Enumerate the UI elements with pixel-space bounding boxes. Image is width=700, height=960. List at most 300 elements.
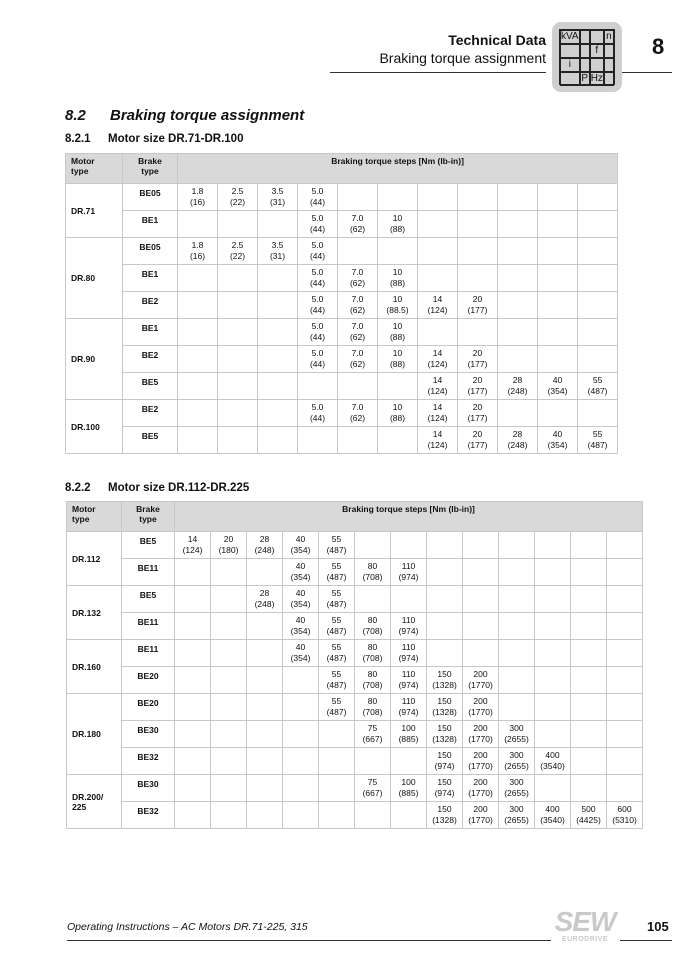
torque-lbin: (974)	[398, 706, 419, 717]
torque-value-cell	[538, 427, 578, 454]
icon-grid-cell	[560, 44, 580, 58]
torque-lbin: (88)	[389, 412, 406, 423]
icon-grid-cell	[604, 44, 614, 58]
torque-value-cell	[283, 586, 319, 613]
brake-type-cell: BE2	[123, 346, 178, 373]
torque-value-cell	[338, 292, 378, 319]
torque-lbin: (354)	[290, 571, 311, 582]
torque-value-cell	[283, 559, 319, 586]
torque-value-cell	[499, 694, 535, 721]
torque-value-cell	[319, 559, 355, 586]
motor-type-cell: DR.100	[66, 400, 123, 454]
torque-value-cell	[247, 613, 283, 640]
torque-nm: 5.0	[311, 240, 324, 250]
torque-value-cell	[211, 586, 247, 613]
torque-nm: 600	[617, 804, 632, 814]
icon-grid-cell: Hz	[590, 73, 603, 84]
icon-grid-cell	[604, 72, 614, 86]
torque-lbin: (1770)	[468, 733, 493, 744]
torque-value-cell	[378, 265, 418, 292]
torque-value-cell	[458, 319, 498, 346]
torque-nm: 40	[552, 429, 563, 439]
torque-value-cell	[578, 238, 618, 265]
table-row	[67, 640, 643, 667]
torque-value-cell	[571, 559, 607, 586]
torque-nm: 80	[367, 669, 378, 679]
torque-nm: 40	[295, 588, 306, 598]
torque-value-cell	[319, 640, 355, 667]
torque-value-cell	[338, 265, 378, 292]
torque-value-cell	[538, 292, 578, 319]
torque-lbin: (1328)	[432, 679, 457, 690]
chapter-number: 8	[652, 34, 665, 59]
torque-value-cell	[391, 775, 427, 802]
torque-nm: 28	[512, 375, 523, 385]
torque-lbin: (487)	[326, 544, 347, 555]
torque-lbin: (31)	[269, 196, 286, 207]
brake-type-cell: BE32	[122, 748, 175, 775]
table-row	[67, 559, 643, 586]
torque-value-cell	[355, 748, 391, 775]
torque-value-cell	[571, 694, 607, 721]
torque-value-cell	[218, 265, 258, 292]
torque-value-cell	[338, 238, 378, 265]
torque-nm: 5.0	[311, 267, 324, 277]
torque-value-cell	[298, 184, 338, 211]
torque-lbin: (885)	[398, 733, 419, 744]
torque-lbin: (177)	[467, 385, 488, 396]
torque-value-cell	[498, 211, 538, 238]
torque-value-cell	[211, 667, 247, 694]
torque-value-cell	[391, 802, 427, 829]
torque-value-cell	[258, 184, 298, 211]
torque-value-cell	[418, 211, 458, 238]
torque-value-cell	[463, 667, 499, 694]
torque-lbin: (248)	[507, 385, 528, 396]
torque-value-cell	[427, 613, 463, 640]
torque-value-cell	[338, 319, 378, 346]
torque-value-cell	[211, 613, 247, 640]
torque-value-cell	[218, 373, 258, 400]
table-row	[66, 211, 618, 238]
torque-value-cell	[378, 319, 418, 346]
torque-value-cell	[175, 586, 211, 613]
torque-value-cell	[178, 427, 218, 454]
brake-type-cell: BE11	[122, 559, 175, 586]
torque-value-cell	[607, 721, 643, 748]
torque-nm: 55	[331, 669, 342, 679]
torque-value-cell	[391, 613, 427, 640]
icon-grid-cell	[580, 58, 590, 72]
torque-lbin: (62)	[349, 412, 366, 423]
torque-value-cell	[458, 265, 498, 292]
torque-value-cell	[283, 667, 319, 694]
torque-lbin: (4425)	[576, 814, 601, 825]
torque-value-cell	[319, 667, 355, 694]
torque-nm: 150	[437, 696, 452, 706]
torque-value-cell	[391, 640, 427, 667]
torque-value-cell	[298, 265, 338, 292]
torque-value-cell	[571, 586, 607, 613]
torque-value-cell	[298, 427, 338, 454]
torque-value-cell	[283, 748, 319, 775]
torque-value-cell	[427, 667, 463, 694]
torque-value-cell	[391, 721, 427, 748]
icon-grid-cell	[604, 58, 614, 72]
torque-value-cell	[178, 292, 218, 319]
torque-value-cell	[175, 694, 211, 721]
torque-nm: 150	[437, 777, 452, 787]
torque-value-cell	[607, 559, 643, 586]
torque-value-cell	[607, 667, 643, 694]
torque-value-cell	[319, 775, 355, 802]
torque-nm: 40	[295, 534, 306, 544]
torque-value-cell	[218, 238, 258, 265]
torque-nm: 14	[432, 348, 443, 358]
torque-nm: 100	[401, 777, 416, 787]
table-row	[66, 184, 618, 211]
torque-value-cell	[338, 373, 378, 400]
torque-value-cell	[499, 613, 535, 640]
table-row	[66, 238, 618, 265]
torque-lbin: (974)	[398, 625, 419, 636]
torque-lbin: (3540)	[540, 760, 565, 771]
torque-value-cell	[178, 346, 218, 373]
torque-value-cell	[571, 532, 607, 559]
torque-value-cell	[355, 559, 391, 586]
torque-value-cell	[427, 694, 463, 721]
icon-grid-cell	[580, 44, 590, 58]
torque-value-cell	[391, 559, 427, 586]
torque-value-cell	[218, 400, 258, 427]
torque-value-cell	[378, 427, 418, 454]
torque-value-cell	[319, 802, 355, 829]
torque-value-cell	[258, 400, 298, 427]
torque-lbin: (487)	[326, 679, 347, 690]
torque-nm: 75	[367, 723, 378, 733]
torque-lbin: (708)	[362, 679, 383, 690]
torque-nm: 10	[392, 294, 403, 304]
torque-lbin: (44)	[309, 196, 326, 207]
torque-lbin: (62)	[349, 277, 366, 288]
torque-nm: 5.0	[311, 294, 324, 304]
torque-value-cell	[418, 265, 458, 292]
icon-grid-cell: n	[604, 30, 614, 44]
torque-value-cell	[458, 346, 498, 373]
torque-nm: 3.5	[271, 240, 284, 250]
torque-value-cell	[258, 211, 298, 238]
torque-value-cell	[498, 427, 538, 454]
torque-lbin: (2655)	[504, 733, 529, 744]
torque-value-cell	[607, 748, 643, 775]
torque-value-cell	[218, 427, 258, 454]
torque-value-cell	[391, 586, 427, 613]
torque-value-cell	[391, 748, 427, 775]
torque-value-cell	[378, 400, 418, 427]
subsection-title: Motor size DR.71-DR.100	[108, 133, 244, 145]
units-grid-icon	[559, 29, 615, 85]
torque-nm: 10	[392, 267, 403, 277]
torque-nm: 5.0	[311, 348, 324, 358]
torque-nm: 80	[367, 696, 378, 706]
torque-lbin: (354)	[547, 439, 568, 450]
table-row	[66, 265, 618, 292]
torque-value-cell	[535, 721, 571, 748]
table-row	[66, 319, 618, 346]
torque-lbin: (487)	[587, 385, 608, 396]
torque-lbin: (487)	[326, 598, 347, 609]
icon-grid-cell: P	[581, 73, 588, 84]
torque-value-cell	[538, 319, 578, 346]
torque-nm: 200	[473, 777, 488, 787]
torque-value-cell	[499, 802, 535, 829]
torque-value-cell	[463, 721, 499, 748]
torque-value-cell	[178, 211, 218, 238]
torque-nm: 40	[295, 615, 306, 625]
table-row	[67, 667, 643, 694]
torque-lbin: (44)	[309, 412, 326, 423]
torque-lbin: (44)	[309, 358, 326, 369]
torque-value-cell	[175, 559, 211, 586]
brake-type-cell: BE20	[122, 694, 175, 721]
torque-value-cell	[319, 694, 355, 721]
torque-lbin: (88.5)	[386, 304, 409, 315]
torque-nm: 7.0	[351, 321, 364, 331]
braking-torque-table-dr112-dr225	[66, 501, 643, 829]
table-row	[66, 400, 618, 427]
header-title: Technical Data	[448, 32, 546, 48]
brake-type-cell: BE30	[122, 721, 175, 748]
torque-lbin: (5310)	[612, 814, 637, 825]
brake-type-cell: BE5	[122, 532, 175, 559]
torque-value-cell	[247, 748, 283, 775]
torque-value-cell	[538, 238, 578, 265]
torque-value-cell	[175, 640, 211, 667]
motor-type-cell: DR.160	[67, 640, 122, 694]
torque-nm: 7.0	[351, 213, 364, 223]
torque-value-cell	[463, 640, 499, 667]
torque-nm: 150	[437, 723, 452, 733]
torque-value-cell	[535, 802, 571, 829]
torque-nm: 55	[331, 561, 342, 571]
icon-grid-cell	[560, 72, 580, 86]
braking-torque-table-dr71-dr100	[65, 153, 618, 454]
torque-value-cell	[175, 667, 211, 694]
torque-value-cell	[178, 238, 218, 265]
torque-value-cell	[427, 640, 463, 667]
torque-value-cell	[571, 721, 607, 748]
brake-type-cell: BE11	[122, 640, 175, 667]
torque-nm: 150	[437, 750, 452, 760]
torque-value-cell	[258, 346, 298, 373]
torque-lbin: (708)	[362, 652, 383, 663]
torque-value-cell	[211, 721, 247, 748]
torque-value-cell	[319, 532, 355, 559]
torque-value-cell	[463, 748, 499, 775]
torque-nm: 55	[592, 375, 603, 385]
torque-value-cell	[578, 319, 618, 346]
torque-value-cell	[175, 613, 211, 640]
torque-value-cell	[298, 400, 338, 427]
torque-lbin: (1328)	[432, 706, 457, 717]
table-row	[67, 586, 643, 613]
torque-value-cell	[338, 184, 378, 211]
table-row	[67, 802, 643, 829]
torque-nm: 1.8	[191, 240, 204, 250]
brake-type-cell: BE1	[123, 265, 178, 292]
torque-nm: 55	[331, 696, 342, 706]
table-row	[67, 694, 643, 721]
torque-nm: 5.0	[311, 402, 324, 412]
torque-lbin: (2655)	[504, 787, 529, 798]
torque-value-cell	[418, 319, 458, 346]
torque-nm: 500	[581, 804, 596, 814]
section-number: 8.2	[65, 107, 86, 124]
torque-nm: 110	[401, 696, 416, 706]
torque-value-cell	[535, 640, 571, 667]
torque-lbin: (124)	[427, 304, 448, 315]
torque-value-cell	[578, 346, 618, 373]
torque-lbin: (2655)	[504, 760, 529, 771]
torque-lbin: (708)	[362, 625, 383, 636]
torque-value-cell	[607, 586, 643, 613]
torque-lbin: (974)	[398, 679, 419, 690]
torque-nm: 150	[437, 669, 452, 679]
motor-type-cell: DR.200/ 225	[67, 775, 122, 829]
torque-nm: 110	[401, 615, 416, 625]
torque-value-cell	[355, 586, 391, 613]
torque-nm: 55	[331, 615, 342, 625]
torque-value-cell	[355, 613, 391, 640]
column-header-torque-steps: Braking torque steps [Nm (lb-in)]	[175, 502, 643, 532]
torque-value-cell	[427, 748, 463, 775]
torque-value-cell	[463, 802, 499, 829]
motor-type-cell: DR.90	[66, 319, 123, 400]
logo-main-text: SEW	[554, 906, 616, 937]
torque-value-cell	[218, 184, 258, 211]
torque-value-cell	[378, 238, 418, 265]
icon-grid-cell	[580, 30, 590, 44]
torque-value-cell	[247, 586, 283, 613]
torque-nm: 200	[473, 723, 488, 733]
torque-value-cell	[463, 613, 499, 640]
torque-value-cell	[427, 721, 463, 748]
brake-type-cell: BE30	[122, 775, 175, 802]
torque-lbin: (124)	[427, 439, 448, 450]
torque-lbin: (708)	[362, 706, 383, 717]
torque-value-cell	[538, 400, 578, 427]
torque-nm: 200	[473, 804, 488, 814]
torque-value-cell	[258, 265, 298, 292]
torque-value-cell	[498, 265, 538, 292]
brake-type-cell: BE2	[123, 400, 178, 427]
torque-nm: 7.0	[351, 348, 364, 358]
footer-rule	[67, 940, 551, 941]
torque-value-cell	[538, 184, 578, 211]
torque-value-cell	[247, 532, 283, 559]
table-row	[66, 373, 618, 400]
torque-nm: 1.8	[191, 186, 204, 196]
brake-type-cell: BE5	[123, 427, 178, 454]
torque-value-cell	[378, 292, 418, 319]
torque-value-cell	[418, 292, 458, 319]
torque-lbin: (487)	[587, 439, 608, 450]
torque-nm: 300	[509, 750, 524, 760]
torque-value-cell	[499, 775, 535, 802]
torque-value-cell	[298, 211, 338, 238]
page-number: 105	[647, 919, 669, 934]
brake-type-cell: BE5	[123, 373, 178, 400]
torque-value-cell	[538, 211, 578, 238]
torque-nm: 55	[592, 429, 603, 439]
column-header-brake-type: Brake type	[122, 502, 175, 532]
torque-value-cell	[247, 802, 283, 829]
icon-grid-cell	[590, 58, 604, 72]
torque-nm: 300	[509, 777, 524, 787]
torque-value-cell	[258, 427, 298, 454]
torque-lbin: (487)	[326, 571, 347, 582]
torque-nm: 10	[392, 321, 403, 331]
motor-type-cell: DR.180	[67, 694, 122, 775]
torque-lbin: (354)	[547, 385, 568, 396]
torque-value-cell	[538, 373, 578, 400]
torque-lbin: (44)	[309, 277, 326, 288]
torque-nm: 20	[472, 375, 483, 385]
torque-nm: 5.0	[311, 321, 324, 331]
torque-nm: 110	[401, 642, 416, 652]
torque-value-cell	[218, 292, 258, 319]
torque-value-cell	[247, 559, 283, 586]
torque-value-cell	[499, 721, 535, 748]
torque-value-cell	[283, 532, 319, 559]
torque-value-cell	[319, 586, 355, 613]
torque-nm: 7.0	[351, 402, 364, 412]
torque-nm: 55	[331, 588, 342, 598]
torque-value-cell	[355, 721, 391, 748]
torque-lbin: (124)	[182, 544, 203, 555]
torque-value-cell	[578, 400, 618, 427]
torque-nm: 5.0	[311, 186, 324, 196]
torque-lbin: (22)	[229, 196, 246, 207]
torque-value-cell	[427, 586, 463, 613]
torque-value-cell	[211, 694, 247, 721]
torque-value-cell	[298, 238, 338, 265]
torque-lbin: (16)	[189, 250, 206, 261]
torque-lbin: (44)	[309, 250, 326, 261]
torque-value-cell	[283, 802, 319, 829]
column-header-torque-steps: Braking torque steps [Nm (lb-in)]	[178, 154, 618, 184]
torque-lbin: (124)	[427, 412, 448, 423]
torque-value-cell	[298, 373, 338, 400]
motor-type-cell: DR.80	[66, 238, 123, 319]
torque-nm: 2.5	[231, 186, 244, 196]
torque-value-cell	[538, 265, 578, 292]
torque-value-cell	[175, 532, 211, 559]
torque-value-cell	[218, 346, 258, 373]
torque-nm: 300	[509, 804, 524, 814]
torque-value-cell	[391, 667, 427, 694]
torque-lbin: (487)	[326, 625, 347, 636]
torque-value-cell	[578, 292, 618, 319]
torque-value-cell	[298, 346, 338, 373]
subsection-number: 8.2.2	[65, 482, 91, 494]
torque-lbin: (354)	[290, 598, 311, 609]
torque-value-cell	[283, 775, 319, 802]
torque-lbin: (1770)	[468, 706, 493, 717]
motor-type-cell: DR.132	[67, 586, 122, 640]
torque-value-cell	[283, 613, 319, 640]
technical-data-icon	[552, 22, 622, 92]
